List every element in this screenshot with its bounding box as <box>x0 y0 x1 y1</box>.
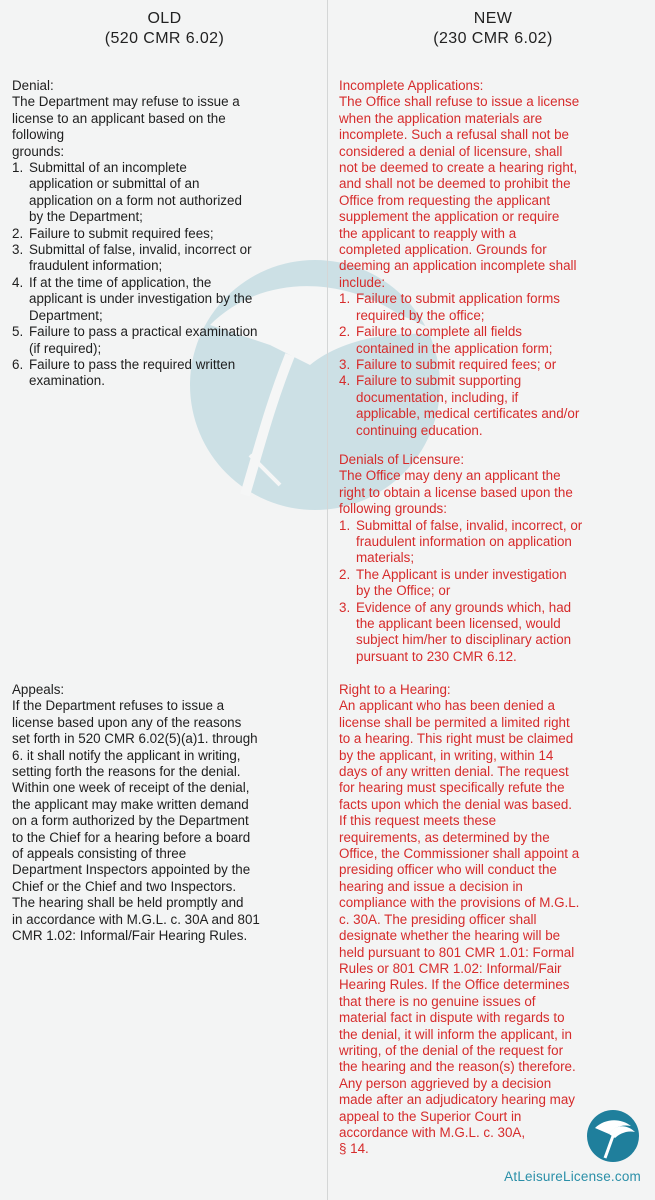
list-line: Submittal of false, invalid, incorrect or <box>29 242 252 258</box>
incomplete-line: The Office shall refuse to issue a license <box>339 94 580 110</box>
hearing-line: for hearing must specifically refute the <box>339 780 565 796</box>
list-line: The Applicant is under investigation <box>356 566 567 582</box>
list-line: Failure to submit required fees; <box>29 225 214 241</box>
incomplete-line: considered a denial of licensure, shall <box>339 143 563 159</box>
incomplete-line: Office from requesting the applicant <box>339 192 551 208</box>
hearing-line: accordance with M.G.L. c. 30A, <box>339 1124 526 1140</box>
denial-title: Denial: <box>12 78 54 93</box>
list-line: If at the time of application, the <box>29 274 212 290</box>
appeals-line: Chief or the Chief and two Inspectors. <box>12 878 237 894</box>
list-item <box>339 324 649 357</box>
list-number: 3. <box>12 242 24 258</box>
new-hearing-section <box>339 682 649 1158</box>
list-line: by the Office; or <box>356 583 451 599</box>
appeals-line: the applicant may make written demand <box>12 796 249 812</box>
list-number: 5. <box>12 324 24 340</box>
hearing-line: presiding officer who will conduct the <box>339 862 557 878</box>
incomplete-grounds-list <box>339 291 649 439</box>
new-heading-title: NEW <box>473 10 513 27</box>
new-column <box>328 0 655 1200</box>
hearing-line: that there is no genuine issues of <box>339 993 536 1009</box>
hearing-line: license shall be permited a limited right <box>339 714 570 730</box>
new-heading <box>339 0 647 49</box>
denial-intro-line: grounds: <box>12 143 65 159</box>
list-number: 2. <box>339 566 351 582</box>
list-number: 6. <box>12 356 24 372</box>
list-item <box>339 291 649 324</box>
appeals-title: Appeals: <box>12 682 65 697</box>
denial-intro-line: following <box>12 127 65 143</box>
list-line: Evidence of any grounds which, had <box>356 599 572 615</box>
hearing-line: § 14. <box>339 1141 369 1157</box>
incomplete-line: deeming an application incomplete shall <box>339 258 577 274</box>
list-number: 3. <box>339 599 351 615</box>
list-line: pursuant to 230 CMR 6.12. <box>356 648 517 664</box>
incomplete-body <box>339 94 649 291</box>
hearing-line: by the applicant, in writing, within 14 <box>339 747 554 763</box>
list-line: Submittal of an incomplete <box>29 160 187 176</box>
hearing-line: made after an adjudicatory hearing may <box>339 1092 575 1108</box>
list-line: Failure to submit application forms <box>356 291 560 307</box>
hearing-line: material fact in dispute with regards to <box>339 1010 565 1026</box>
appeals-line: to the Chief for a hearing before a board <box>12 829 251 845</box>
hearing-title: Right to a Hearing: <box>339 682 451 697</box>
incomplete-line: and shall not be deemed to prohibit the <box>339 176 571 192</box>
palm-tree-circle-icon <box>585 1108 641 1164</box>
list-line: Department; <box>29 307 103 323</box>
denials-grounds-list <box>339 518 649 666</box>
hearing-line: facts upon which the denial was based. <box>339 796 572 812</box>
list-line: applicable, medical certificates and/or <box>356 406 580 422</box>
list-line: Failure to submit required fees; or <box>356 356 557 372</box>
denial-intro-line: license to an applicant based on the <box>12 110 226 126</box>
hearing-line: appeal to the Superior Court in <box>339 1108 522 1124</box>
incomplete-title: Incomplete Applications: <box>339 78 484 93</box>
list-item <box>12 226 319 242</box>
list-number: 2. <box>339 324 351 340</box>
hearing-line: designate whether the hearing will be <box>339 928 561 944</box>
list-number: 1. <box>339 291 351 307</box>
appeals-line: The hearing shall be held promptly and <box>12 895 244 911</box>
appeals-line: Department Inspectors appointed by the <box>12 862 251 878</box>
list-number: 2. <box>12 225 24 241</box>
hearing-line: Rules or 801 CMR 1.02: Informal/Fair <box>339 960 562 976</box>
list-item <box>339 567 649 600</box>
brand-link[interactable]: AtLeisureLicense.com <box>504 1169 641 1184</box>
list-line: contained in the application form; <box>356 340 553 356</box>
hearing-line: compliance with the provisions of M.G.L. <box>339 895 580 911</box>
list-line: Failure to pass the required written <box>29 356 236 372</box>
hearing-line: requirements, as determined by the <box>339 829 550 845</box>
denial-intro <box>12 94 319 160</box>
appeals-line: on a form authorized by the Department <box>12 813 249 829</box>
incomplete-line: completed application. Grounds for <box>339 242 547 258</box>
list-number: 4. <box>12 274 24 290</box>
list-line: application on a form not authorized <box>29 192 242 208</box>
list-line: fraudulent information; <box>29 258 163 274</box>
new-incomplete-section <box>339 78 649 439</box>
list-line: Failure to complete all fields <box>356 324 522 340</box>
appeals-line: If the Department refuses to issue a <box>12 698 225 714</box>
list-number: 4. <box>339 373 351 389</box>
old-heading <box>12 0 317 49</box>
list-line: documentation, including, if <box>356 389 519 405</box>
hearing-body <box>339 698 649 1157</box>
incomplete-line: not be deemed to create a hearing right, <box>339 160 578 176</box>
hearing-line: Any person aggrieved by a decision <box>339 1075 552 1091</box>
list-line: the applicant been licensed, would <box>356 616 561 632</box>
list-item <box>339 600 649 666</box>
denials-body <box>339 468 649 517</box>
list-line: subject him/her to disciplinary action <box>356 632 572 648</box>
appeals-line: setting forth the reasons for the denial. <box>12 764 241 780</box>
list-line: required by the office; <box>356 307 485 323</box>
list-line: Failure to pass a practical examination <box>29 324 258 340</box>
list-line: Failure to submit supporting <box>356 373 522 389</box>
denials-line: right to obtain a license based upon the <box>339 484 573 500</box>
list-item <box>12 242 319 275</box>
hearing-line: the hearing and the reason(s) therefore. <box>339 1059 576 1075</box>
list-item <box>12 275 319 324</box>
list-line: fraudulent information on application <box>356 534 572 550</box>
hearing-line: c. 30A. The presiding officer shall <box>339 911 537 927</box>
list-item <box>339 373 649 439</box>
appeals-body <box>12 698 319 944</box>
old-appeals-section <box>12 682 319 945</box>
hearing-line: An applicant who has been denied a <box>339 698 555 714</box>
hearing-line: If this request meets these <box>339 813 497 829</box>
hearing-line: Office, the Commissioner shall appoint a <box>339 846 580 862</box>
new-heading-citation: (230 CMR 6.02) <box>433 30 553 47</box>
appeals-line: license based upon any of the reasons <box>12 714 242 730</box>
appeals-line: set forth in 520 CMR 6.02(5)(a)1. through <box>12 731 258 747</box>
list-number: 1. <box>339 517 351 533</box>
incomplete-line: supplement the application or require <box>339 209 560 225</box>
list-number: 3. <box>339 356 351 372</box>
old-column <box>0 0 327 1200</box>
list-line: examination. <box>29 373 105 389</box>
denials-line: The Office may deny an applicant the <box>339 468 561 484</box>
hearing-line: hearing and issue a decision in <box>339 878 523 894</box>
list-line: materials; <box>356 550 415 566</box>
hearing-line: held pursuant to 801 CMR 1.01: Formal <box>339 944 575 960</box>
list-line: applicant is under investigation by the <box>29 291 253 307</box>
list-line: application or submittal of an <box>29 176 200 192</box>
list-line: by the Department; <box>29 209 143 225</box>
denials-title: Denials of Licensure: <box>339 452 465 467</box>
hearing-line: the denial, it will inform the applicant, in <box>339 1026 572 1042</box>
appeals-line: 6. it shall notify the applicant in writing, <box>12 747 241 763</box>
list-line: continuing education. <box>356 422 483 438</box>
incomplete-line: when the application materials are <box>339 110 543 126</box>
list-number: 1. <box>12 160 24 176</box>
incomplete-line: incomplete. Such a refusal shall not be <box>339 127 570 143</box>
appeals-line: Within one week of receipt of the denial, <box>12 780 250 796</box>
incomplete-line: include: <box>339 274 386 290</box>
old-denial-section <box>12 78 319 390</box>
hearing-line: to a hearing. This right must be claimed <box>339 731 574 747</box>
list-item <box>339 518 649 567</box>
old-heading-citation: (520 CMR 6.02) <box>104 30 225 47</box>
list-line: Submittal of false, invalid, incorrect, or <box>356 517 583 533</box>
list-item <box>12 160 319 226</box>
incomplete-line: the applicant to reapply with a <box>339 225 517 241</box>
list-line: (if required); <box>29 340 102 356</box>
hearing-line: days of any written denial. The request <box>339 764 569 780</box>
denial-intro-line: The Department may refuse to issue a <box>12 94 240 110</box>
denial-grounds-list <box>12 160 319 390</box>
list-item <box>339 357 649 373</box>
appeals-line: of appeals consisting of three <box>12 846 187 862</box>
new-denials-section <box>339 452 649 665</box>
hearing-line: writing, of the denial of the request for <box>339 1042 564 1058</box>
denials-line: following grounds: <box>339 501 447 517</box>
hearing-line: Hearing Rules. If the Office determines <box>339 977 570 993</box>
list-item <box>12 324 319 357</box>
list-item <box>12 357 319 390</box>
appeals-line: CMR 1.02: Informal/Fair Hearing Rules. <box>12 928 248 944</box>
old-heading-title: OLD <box>147 10 182 27</box>
appeals-line: in accordance with M.G.L. c. 30A and 801 <box>12 911 260 927</box>
